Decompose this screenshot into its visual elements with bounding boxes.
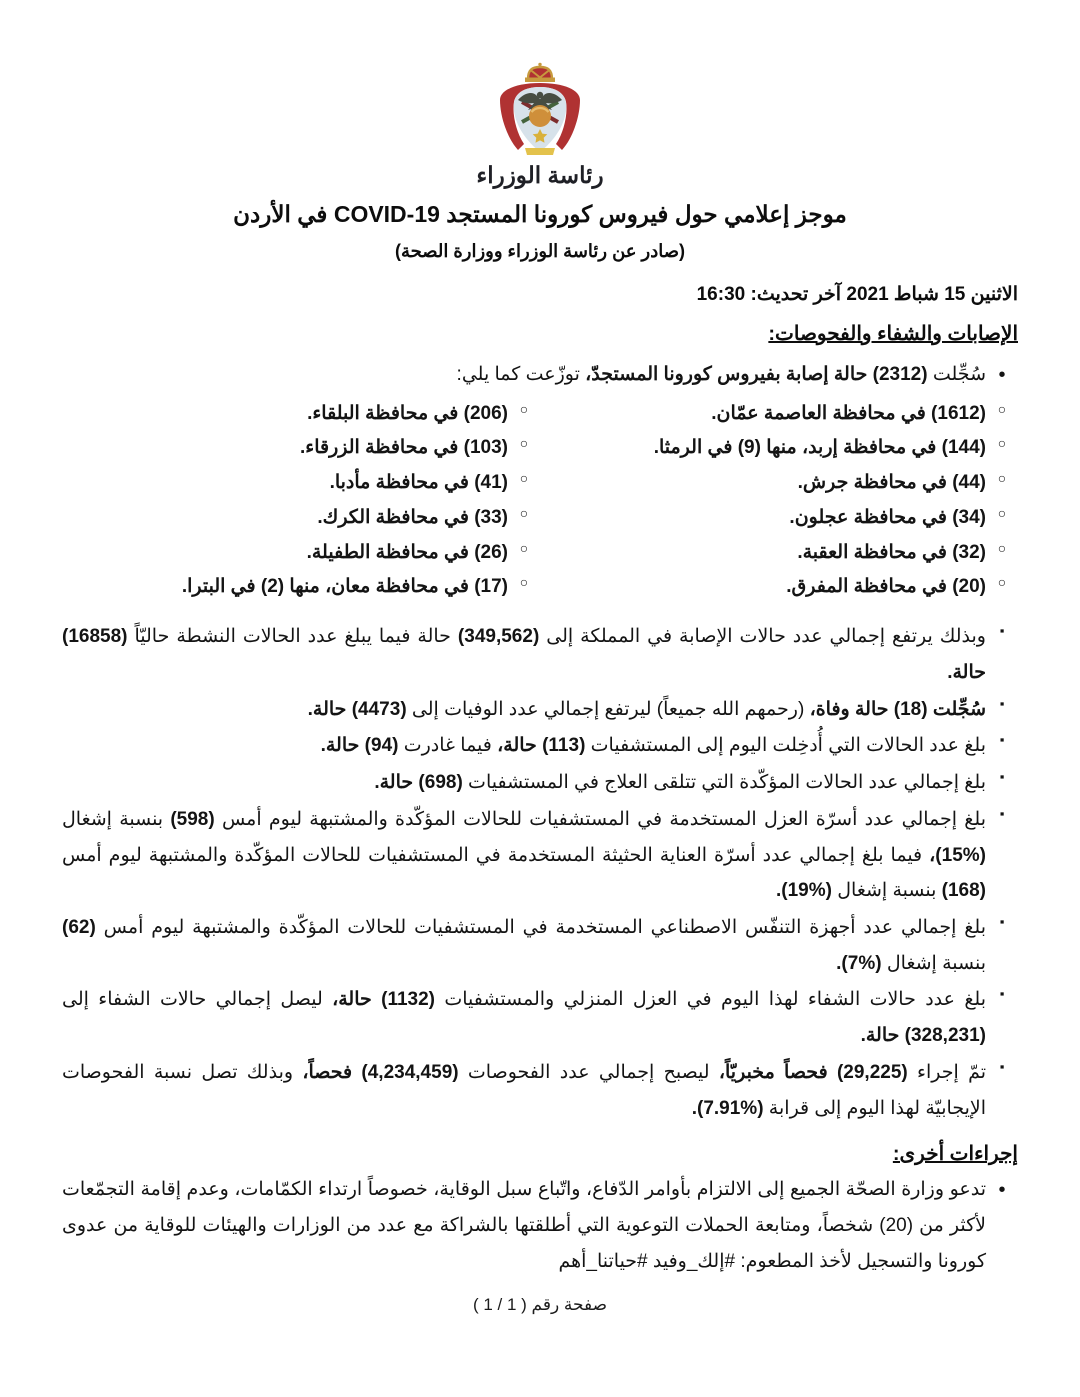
bullet-recoveries xyxy=(62,982,1018,1053)
governorate-text: ○ (20) في محافظة المفرق. xyxy=(786,576,986,598)
bullet-text: • تدعو وزارة الصحّة الجميع إلى الالتزام بأوامر الدّفاع، واتّباع سبل الوقاية، خصوصاً ارتداء الكمّامات، وعدم إقامة التجمّعات لأكثر من (20) شخصاً، ومتابعة الحملات التوعوية التي أطلقتها بالشراكة مع عدد من الوزارات والهيئات للوقاية من عدوى كورونا والتسجيل لأخذ المطعوم: #إلك_وفيد #حياتنا_أهم xyxy=(62,1179,986,1272)
governorate-item-zarqa xyxy=(62,431,540,466)
section-cases xyxy=(62,321,1018,1126)
governorate-text: ○ (1612) في محافظة العاصمة عمّان. xyxy=(711,402,986,424)
governorate-item-ajloun xyxy=(540,501,1018,536)
bullet-new-cases-intro xyxy=(62,357,1018,395)
governorate-item-amman xyxy=(540,397,1018,432)
bullet-moh-guidance xyxy=(62,1172,1018,1279)
ribbon-icon xyxy=(525,148,555,155)
document-header xyxy=(62,0,1018,306)
bullet-isolation-icu-beds xyxy=(62,802,1018,909)
bullet-deaths xyxy=(62,692,1018,728)
governorate-item-maan xyxy=(62,570,540,605)
section-heading-cases: الإصابات والشفاء والفحوصات: xyxy=(768,323,1018,345)
bullet-ventilators xyxy=(62,910,1018,981)
bullet-text: ▪ بلغ إجمالي عدد الحالات المؤكّدة التي تتلقى العلاج في المستشفيات (698) حالة. xyxy=(374,772,986,794)
statistics-list xyxy=(62,619,1018,1126)
governorate-text: ○ (33) في محافظة الكرك. xyxy=(317,506,508,528)
governorate-item-irbid xyxy=(540,431,1018,466)
measures-list xyxy=(62,1172,1018,1279)
governorate-list xyxy=(62,397,1018,606)
governorate-text: ○ (32) في محافظة العقبة. xyxy=(797,541,986,563)
bullet-text: ▪ بلغ عدد حالات الشفاء لهذا اليوم في العزل المنزلي والمستشفيات (1132) حالة، ليصل إجمالي حالات الشفاء إلى (328,231) حالة. xyxy=(62,989,987,1047)
governorate-item-mafraq xyxy=(540,570,1018,605)
governorate-item-madaba xyxy=(62,466,540,501)
governorate-item-aqaba xyxy=(540,536,1018,571)
governorate-item-jerash xyxy=(540,466,1018,501)
governorate-text: ○ (144) في محافظة إربد، منها (9) في الرمثا. xyxy=(653,437,986,459)
bullet-hospital-admissions xyxy=(62,728,1018,764)
bullet-text: ▪ بلغ إجمالي عدد أسرّة العزل المستخدمة في المستشفيات للحالات المؤكّدة والمشتبهة ليوم أمس (598) بنسبة إشغال (%15)، فيما بلغ إجمالي عدد أسرّة العناية الحثيثة المستخدمة في المستشفيات للحالات المؤكّدة والمشتبهة ليوم أمس (168) بنسبة إشغال (%19). xyxy=(62,808,986,902)
governorate-text: ○ (44) في محافظة جرش. xyxy=(797,472,986,494)
date-line: الاثنين 15 شباط 2021 آخر تحديث: 16:30 xyxy=(696,284,1018,305)
document-title: موجز إعلامي حول فيروس كورونا المستجد COVID-19 في الأردن xyxy=(233,201,847,227)
section-other-measures xyxy=(62,1141,1018,1279)
governorate-item-balqa xyxy=(62,397,540,432)
globe-icon xyxy=(529,105,551,127)
governorate-text: ○ (206) في محافظة البلقاء. xyxy=(307,402,508,424)
bullet-text: • سُجِّلت (2312) حالة إصابة بفيروس كورونا المستجدّ، توزّعت كما يلي: xyxy=(456,364,986,385)
governorate-item-tafileh xyxy=(62,536,540,571)
document-subtitle: (صادر عن رئاسة الوزراء ووزارة الصحة) xyxy=(394,241,686,261)
governorate-text: ○ (34) في محافظة عجلون. xyxy=(789,506,986,528)
bullet-text: ▪ بلغ إجمالي عدد أجهزة التنفّس الاصطناعي المستخدمة في المستشفيات للحالات المؤكّدة والمشتبهة ليوم أمس (62) بنسبة إشغال (%7). xyxy=(62,916,986,974)
bullet-total-cases xyxy=(62,619,1018,690)
bullet-hospital-treatment xyxy=(62,765,1018,801)
bullet-text: ▪ سُجِّلت (18) حالة وفاة، (رحمهم الله جميعاً) ليرتفع إجمالي عدد الوفيات إلى (4473) حالة. xyxy=(307,698,986,720)
bullet-text: ▪ بلغ عدد الحالات التي أُدخِلت اليوم إلى المستشفيات (113) حالة، فيما غادرت (94) حالة. xyxy=(320,735,986,757)
governorate-text: ○ (41) في محافظة مأدبا. xyxy=(329,472,508,494)
bullet-text: ▪ تمّ إجراء (29,225) فحصاً مخبريّاً، ليصبح إجمالي عدد الفحوصات (4,234,459) فحصاً، وبذلك تصل نسبة الفحوصات الإيجابيّة لهذا اليوم إلى قرابة (%7.91). xyxy=(62,1061,987,1119)
bullet-lab-tests xyxy=(62,1055,1018,1126)
governorate-text: ○ (26) في محافظة الطفيلة. xyxy=(306,541,508,563)
page-number-footer: صفحة رقم ( 1 / 1 ) xyxy=(472,1295,608,1315)
section-heading-other-measures: إجراءات أخرى: xyxy=(892,1143,1018,1166)
crown-icon xyxy=(525,63,555,82)
governorate-text: ○ (17) في محافظة معان، منها (2) في البترا. xyxy=(181,576,508,598)
logo-caption: رئاسة الوزراء xyxy=(476,162,604,188)
bullet-text: ▪ وبذلك يرتفع إجمالي عدد حالات الإصابة في المملكة إلى (349,562) حالة فيما يبلغ عدد الحالات النشطة حاليّاً (16858) حالة. xyxy=(62,626,986,683)
governorate-text: ○ (103) في محافظة الزرقاء. xyxy=(299,437,508,459)
jordan-coat-of-arms-icon xyxy=(474,62,606,160)
governorate-item-karak xyxy=(62,501,540,536)
